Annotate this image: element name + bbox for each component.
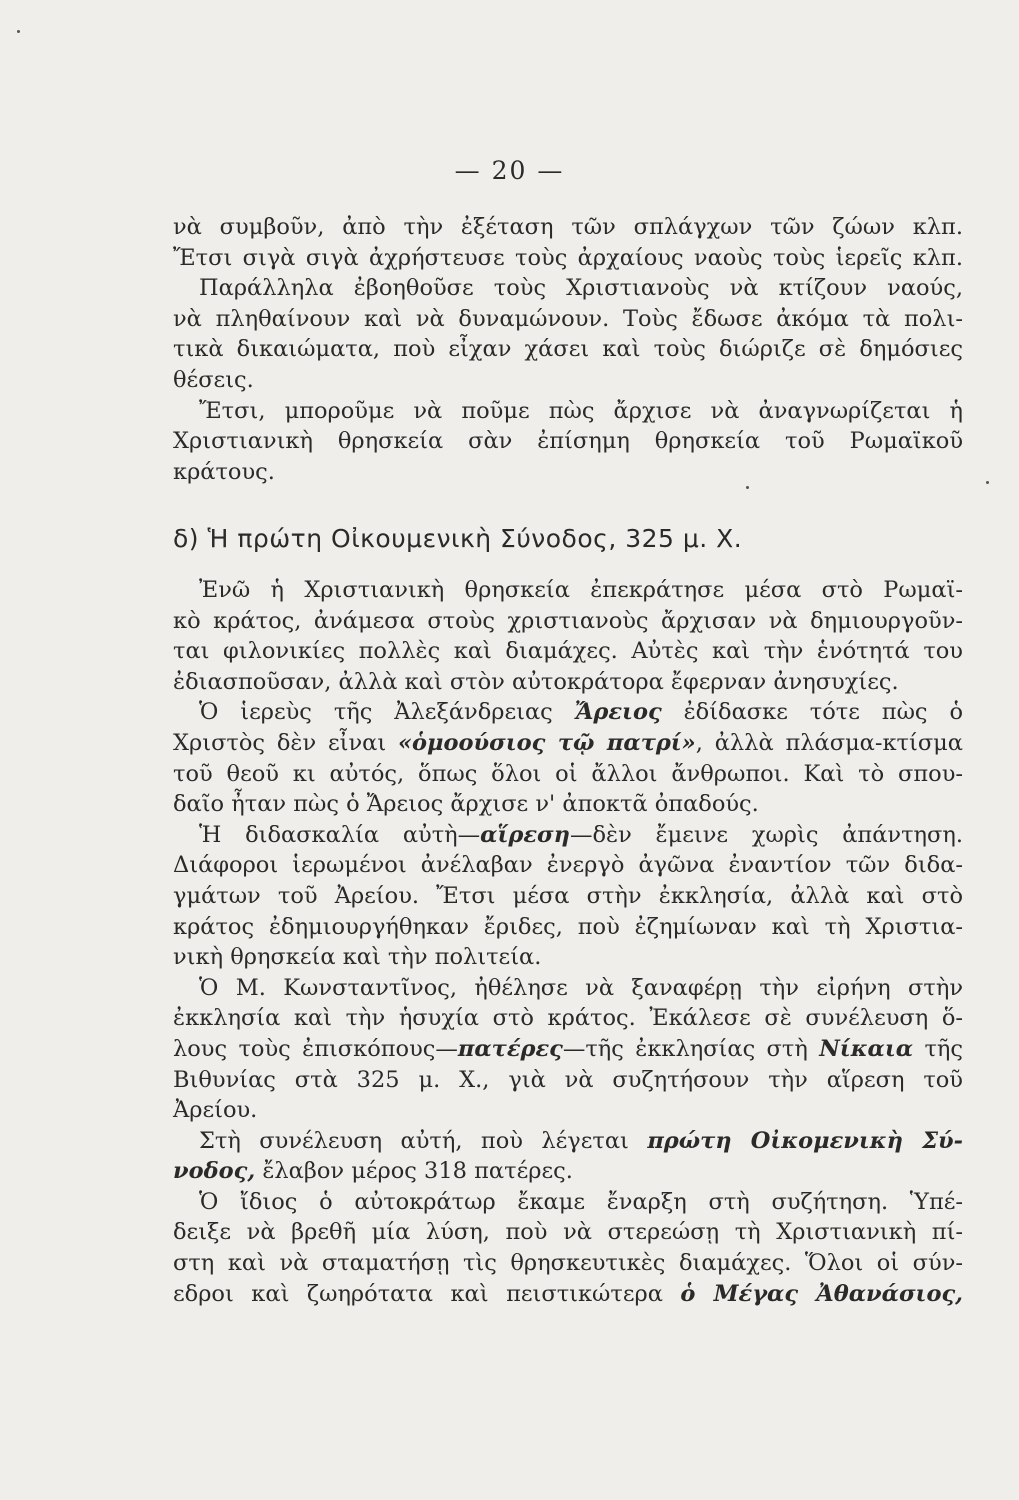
text-line: Βιθυνίας στὰ 325 μ. Χ., γιὰ νὰ συζητήσουν τὴν αἵρεση τοῦ [173, 1066, 963, 1093]
text-run: , ἀλλὰ πλάσμα-κτίσμα [695, 729, 963, 756]
text-line: τοῦ θεοῦ κι αὐτός, ὅπως ὅλοι οἱ ἄλλοι ἄνθρωποι. Καὶ τὸ σπου- [173, 760, 963, 787]
text-run: Χριστὸς δὲν εἶναι [173, 729, 398, 756]
text-run: ἔλαβον μέρος 318 πατέρες. [255, 1158, 573, 1185]
page-number: — 20 — [454, 156, 565, 185]
emphasis-heresy: αἵρεση [480, 821, 570, 848]
text-line: ται φιλονικίες πολλὲς καὶ διαμάχες. Αὐτὲς καὶ τὴν ἑνότητά του [173, 638, 963, 665]
text-line [173, 697, 963, 728]
text-line: Ἀρείου. [173, 1097, 258, 1124]
text-line: νὰ συμβοῦν, ἀπὸ τὴν ἐξέταση τῶν σπλάγχων τῶν ζώων κλπ. [173, 214, 963, 240]
emphasis-synod: νοδος, [173, 1158, 256, 1185]
text-run: Ἡ διδασκαλία αὐτὴ— [199, 821, 481, 848]
text-line: δειξε νὰ βρεθῆ μία λύση, ποὺ νὰ στερεώσῃ τὴ Χριστιανικὴ πί- [173, 1219, 963, 1246]
text-run: Στὴ συνέλευση αὐτή, ποὺ λέγεται [199, 1127, 648, 1154]
text-run: τῆς [913, 1035, 963, 1062]
text-line: κράτος ἐδημιουργήθηκαν ἔριδες, ποὺ ἐζημίωναν καὶ τὴ Χριστια- [173, 913, 963, 940]
text-run: εδροι καὶ ζωηρότατα καὶ πειστικώτερα [173, 1280, 681, 1307]
text-line [173, 820, 963, 851]
text-block-intro [173, 212, 963, 487]
emphasis-fathers: πατέρες [457, 1035, 563, 1062]
text-run: λους τοὺς ἐπισκόπους— [173, 1035, 458, 1062]
text-run: Ὁ ἱερεὺς τῆς Ἀλεξάνδρειας [199, 699, 575, 726]
text-line: γμάτων τοῦ Ἀρείου. Ἔτσι μέσα στὴν ἐκκλησία, ἀλλὰ καὶ στὸ [173, 882, 963, 909]
text-line: Χριστιανικὴ θρησκεία σὰν ἐπίσημη θρησκεία τοῦ Ρωμαϊκοῦ [173, 428, 963, 455]
text-line: ἐκκλησία καὶ τὴν ἡσυχία στὸ κράτος. Ἐκάλεσε σὲ συνέλευση ὅ- [173, 1005, 963, 1032]
text-line: Διάφοροι ἱερωμένοι ἀνέλαβαν ἐνεργὸ ἀγῶνα ἐναντίον τῶν διδα- [173, 852, 963, 879]
text-line: Ἐνῶ ἡ Χριστιανικὴ θρησκεία ἐπεκράτησε μέσα στὸ Ρωμαϊ- [199, 577, 963, 603]
speck [17, 30, 20, 33]
text-line [173, 1279, 963, 1310]
text-run: —τῆς ἐκκλησίας στὴ [562, 1035, 820, 1062]
text-line: νὰ πληθαίνουν καὶ νὰ δυναμώνουν. Τοὺς ἔδωσε ἀκόμα τὰ πολι- [173, 305, 963, 332]
emphasis-homoousios: «ὁμοούσιος τῷ πατρί» [397, 729, 696, 756]
text-line: κράτους. [173, 458, 275, 485]
section-heading: δ) Ἡ πρώτη Οἰκουμενικὴ Σύνοδος, 325 μ. Χ. [173, 524, 743, 553]
text-line [173, 728, 963, 759]
text-line: Ὁ Μ. Κωνσταντῖνος, ἠθέλησε νὰ ξαναφέρῃ τὴν εἰρήνη στὴν [199, 974, 963, 1001]
emphasis-first-council: πρώτη Οἰκομενικὴ Σύ- [647, 1127, 963, 1154]
text-line: Ἔτσι, μποροῦμε νὰ ποῦμε πὼς ἄρχισε νὰ ἀναγνωρίζεται ἡ [199, 397, 963, 424]
text-block-main [173, 575, 963, 1309]
emphasis-arius: Ἄρειος [574, 699, 662, 726]
emphasis-athanasius: ὁ Μέγας Ἀθανάσιος, [680, 1280, 963, 1307]
text-line [173, 1034, 963, 1065]
text-line: Παράλληλα ἐβοηθοῦσε τοὺς Χριστιανοὺς νὰ κτίζουν ναούς, [199, 275, 963, 302]
text-line: νικὴ θρησκεία καὶ τὴν πολιτεία. [173, 944, 542, 971]
text-line: Ὁ ἴδιος ὁ αὐτοκράτωρ ἔκαμε ἔναρξη στὴ συζήτηση. Ὑπέ- [199, 1188, 963, 1215]
text-line: στη καὶ νὰ σταματήσῃ τὶς θρησκευτικὲς διαμάχες. Ὅλοι οἱ σύν- [173, 1250, 963, 1277]
text-line: δαῖο ἦταν πὼς ὁ Ἄρειος ἄρχισε ν' ἀποκτᾶ ὀπαδούς. [173, 791, 759, 818]
text-line: κὸ κράτος, ἀνάμεσα στοὺς χριστιανοὺς ἄρχισαν νὰ δημιουργοῦν- [173, 607, 963, 634]
text-line: τικὰ δικαιώματα, ποὺ εἶχαν χάσει καὶ τοὺς διώριζε σὲ δημόσιες [173, 336, 963, 363]
text-line [173, 1156, 963, 1187]
text-run: —δὲν ἔμεινε χωρὶς ἀπάντηση. [569, 821, 963, 848]
speck [986, 481, 989, 484]
text-line: ἐδιασποῦσαν, ἀλλὰ καὶ στὸν αὐτοκράτορα ἔφερναν ἀνησυχίες. [173, 668, 899, 695]
emphasis-nicaea: Νίκαια [819, 1035, 914, 1062]
text-run: ἐδίδασκε τότε πὼς ὁ [661, 699, 964, 726]
text-line [173, 1126, 963, 1157]
text-line: Ἔτσι σιγὰ σιγὰ ἀχρήστευσε τοὺς ἀρχαίους ναοὺς τοὺς ἱερεῖς κλπ. [173, 244, 963, 271]
text-line: θέσεις. [173, 366, 254, 393]
